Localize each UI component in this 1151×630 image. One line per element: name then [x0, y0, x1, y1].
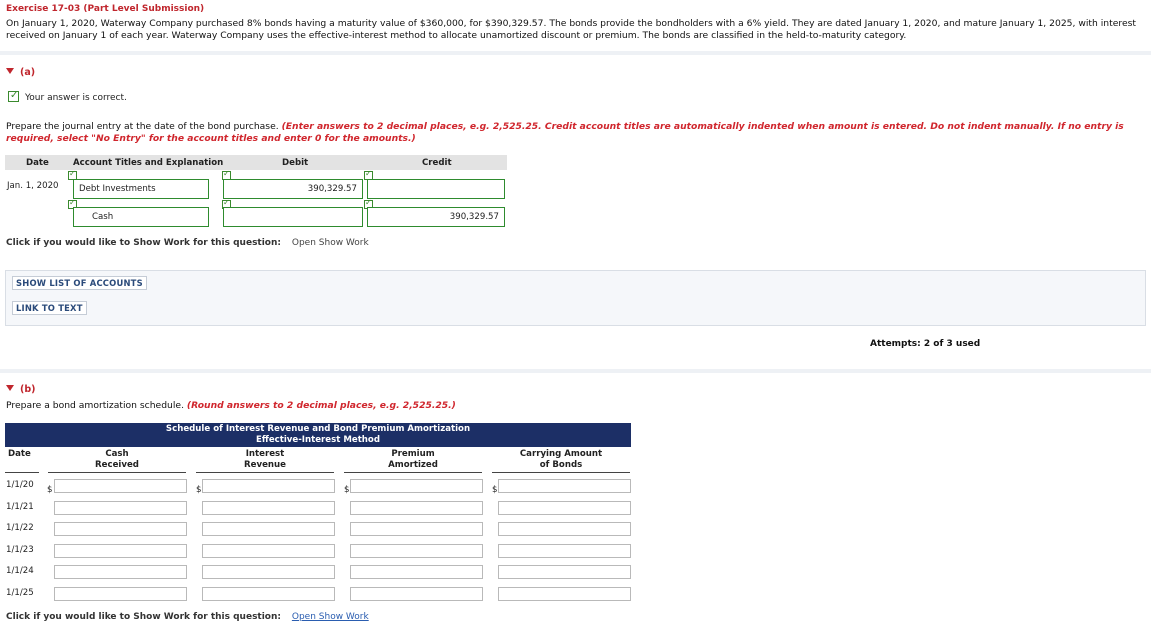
dollar-sign: $ [47, 485, 53, 495]
cash-received-field[interactable] [54, 587, 187, 601]
cash-received-field[interactable] [54, 565, 187, 579]
part-b-instruction [6, 400, 1141, 412]
cash-received-field[interactable] [54, 522, 187, 536]
part-a-label: (a) [20, 67, 36, 78]
col-credit: Credit [422, 158, 452, 168]
debit-field[interactable]: 390,329.57 [223, 179, 363, 199]
collapse-triangle-icon [6, 385, 14, 391]
schedule-row-date: 1/1/23 [6, 544, 34, 555]
account-title-field[interactable]: Debt Investments [73, 179, 209, 199]
exercise-description: On January 1, 2020, Waterway Company purchased 8% bonds having a maturity value of $360,000, for $390,329.57. The bonds provide the bondholders with a 6% yield. They are dated January 1, 2020, and mature January 1, 2025, with interest received on January 1 of each year. Waterway Company uses the effective-interest method to allocate unamortized discount or premium. The bonds are classified in the held-to-maturity category. [6, 18, 1137, 41]
account-title-field[interactable]: Cash [73, 207, 209, 227]
cash-received-field[interactable] [54, 479, 187, 493]
resources-panel [5, 270, 1146, 326]
col-header-premium-amortized: Premium Amortized [388, 449, 438, 470]
section-divider [0, 369, 1151, 373]
dollar-sign: $ [492, 485, 498, 495]
interest-revenue-field[interactable] [202, 501, 335, 515]
part-b-toggle[interactable] [6, 384, 35, 395]
attempts-counter: Attempts: 2 of 3 used [870, 339, 981, 349]
exercise-title: Exercise 17-03 (Part Level Submission) [6, 4, 205, 14]
interest-revenue-field[interactable] [202, 544, 335, 558]
carrying-amount-field[interactable] [498, 565, 631, 579]
schedule-row-date: 1/1/20 [6, 480, 34, 490]
premium-amortized-field[interactable] [350, 522, 483, 536]
col-header-date [5, 449, 42, 460]
col-header-carrying-amount: Carrying Amount of Bonds [519, 449, 603, 470]
show-list-of-accounts-button[interactable]: SHOW LIST OF ACCOUNTS [12, 276, 147, 290]
premium-amortized-field[interactable] [350, 587, 483, 601]
credit-field[interactable] [367, 179, 505, 199]
schedule-row-date: 1/1/22 [6, 523, 34, 533]
carrying-amount-field[interactable] [498, 544, 631, 558]
instruction-text: Prepare a bond amortization schedule. [6, 400, 184, 411]
correct-message: Your answer is correct. [25, 93, 127, 103]
carrying-amount-field[interactable] [498, 522, 631, 536]
carrying-amount-field[interactable] [498, 479, 631, 493]
header-underline [196, 472, 334, 473]
interest-revenue-field[interactable] [202, 522, 335, 536]
schedule-row-date: 1/1/24 [6, 566, 34, 576]
journal-row-date: Jan. 1, 2020 [7, 181, 59, 191]
part-b-label: (b) [20, 384, 36, 395]
debit-field[interactable] [223, 207, 363, 227]
schedule-title-line1: Schedule of Interest Revenue and Bond Premium Amortization [165, 424, 471, 434]
premium-amortized-field[interactable] [350, 501, 483, 515]
show-work-row [6, 238, 369, 248]
collapse-triangle-icon [6, 68, 14, 74]
instruction-text: Prepare the journal entry at the date of the bond purchase. [6, 121, 279, 132]
header-underline [5, 472, 39, 473]
col-header-interest-revenue: Interest Revenue [244, 449, 286, 470]
part-a-instruction [6, 121, 1141, 144]
cash-received-field[interactable] [54, 501, 187, 515]
journal-header [5, 155, 507, 170]
col-account: Account Titles and Explanation [73, 158, 224, 168]
col-header-cash-received: Cash Received [95, 449, 139, 470]
dollar-sign: $ [196, 485, 202, 495]
show-work-prompt: Click if you would like to Show Work for this question: [6, 612, 281, 622]
credit-field[interactable]: 390,329.57 [367, 207, 505, 227]
col-date: Date [26, 158, 49, 168]
header-underline [48, 472, 186, 473]
link-to-text-button[interactable]: LINK TO TEXT [12, 301, 87, 315]
schedule-row-date: 1/1/21 [6, 501, 34, 512]
carrying-amount-field[interactable] [498, 587, 631, 601]
section-divider [0, 51, 1151, 55]
show-work-row [6, 612, 369, 622]
correct-check-icon: ✓ [10, 90, 19, 101]
instruction-emphasis: (Round answers to 2 decimal places, e.g. 2,525.25.) [186, 400, 456, 411]
part-a-toggle[interactable] [6, 67, 35, 78]
interest-revenue-field[interactable] [202, 587, 335, 601]
header-underline [492, 472, 630, 473]
premium-amortized-field[interactable] [350, 479, 483, 493]
instruction-emphasis: (Enter answers to 2 decimal places, e.g. 2,525.25. Credit account titles are automatically indented when amount is entered. Do not indent manually. If no entry is required, select "No Entry" for the account titles and enter 0 for the amounts.) [6, 121, 1124, 144]
open-show-work-link[interactable]: Open Show Work [291, 612, 369, 622]
dollar-sign: $ [344, 485, 350, 495]
premium-amortized-field[interactable] [350, 544, 483, 558]
schedule-title [5, 423, 631, 447]
carrying-amount-field[interactable] [498, 501, 631, 515]
premium-amortized-field[interactable] [350, 565, 483, 579]
schedule-title-line2: Effective-Interest Method [255, 435, 380, 445]
schedule-row-date: 1/1/25 [6, 587, 34, 598]
show-work-prompt: Click if you would like to Show Work for this question: [6, 238, 281, 248]
header-underline [344, 472, 482, 473]
interest-revenue-field[interactable] [202, 565, 335, 579]
cash-received-field[interactable] [54, 544, 187, 558]
open-show-work-link[interactable]: Open Show Work [291, 238, 369, 248]
col-header-date-label: Date [8, 449, 31, 459]
interest-revenue-field[interactable] [202, 479, 335, 493]
col-debit: Debit [282, 158, 309, 168]
